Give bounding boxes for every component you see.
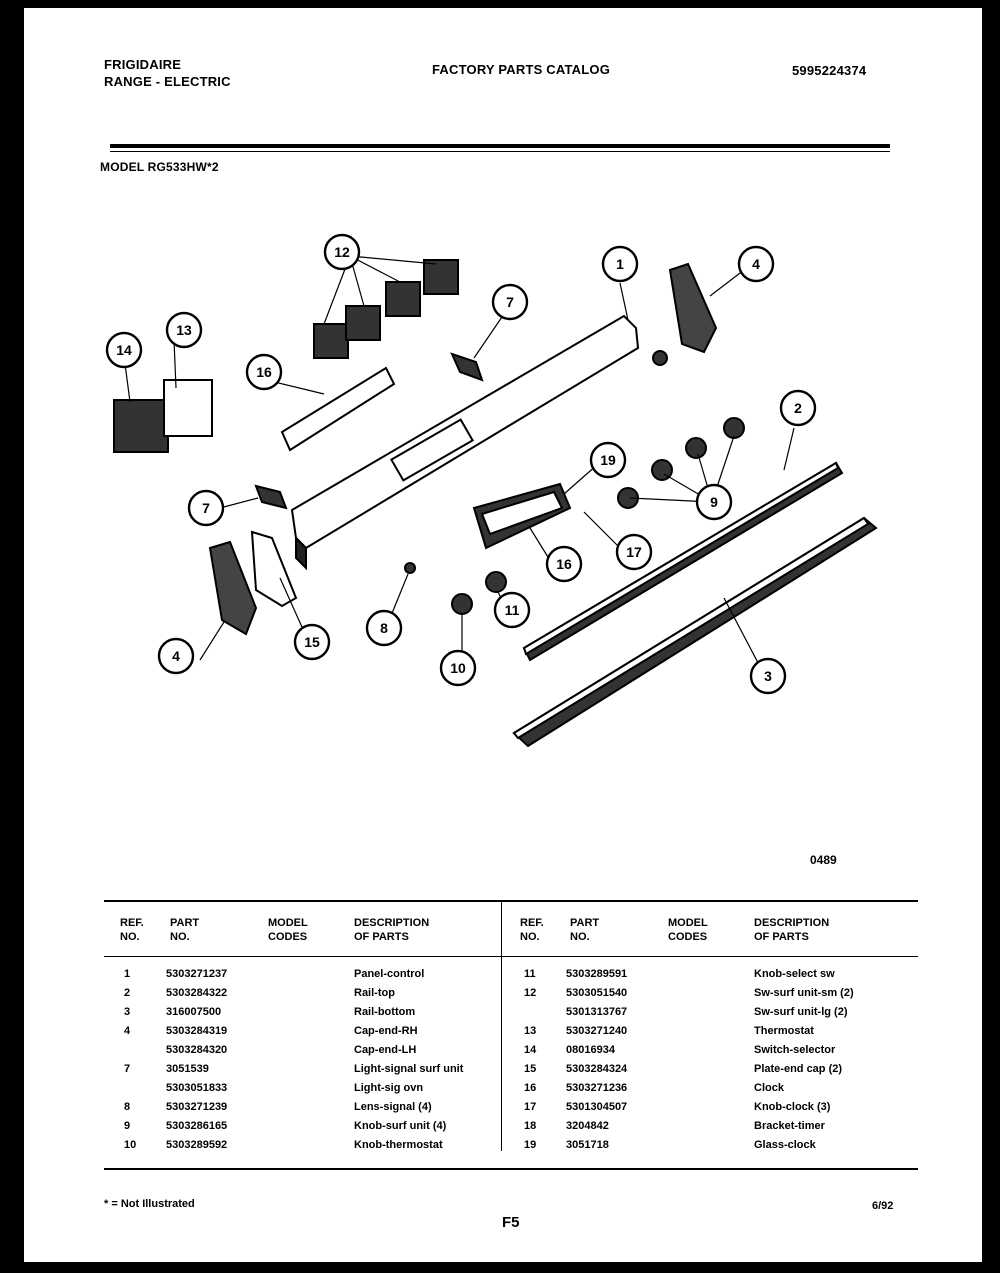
table-top-rule — [104, 900, 918, 902]
svg-text:7: 7 — [202, 500, 210, 516]
ref-no-cell: 12 — [524, 987, 537, 999]
description-cell: Clock — [754, 1082, 784, 1094]
ref-no-cell: 13 — [524, 1025, 537, 1037]
description-cell: Knob-thermostat — [354, 1139, 443, 1151]
ref-no-cell: 8 — [124, 1101, 131, 1113]
model-label: MODEL RG533HW*2 — [100, 160, 219, 174]
part-no-cell: 5303284320 — [166, 1044, 228, 1056]
page-code: F5 — [502, 1214, 520, 1231]
description-cell: Sw-surf unit-lg (2) — [754, 1006, 848, 1018]
svg-text:7: 7 — [506, 294, 514, 310]
description-cell: Knob-clock (3) — [754, 1101, 831, 1113]
table-bottom-rule — [104, 1168, 918, 1170]
ref-no-cell: 14 — [524, 1044, 537, 1056]
ref-no-cell: 16 — [524, 1082, 537, 1094]
callout-4-left — [159, 639, 193, 673]
ref-no-cell: 4 — [124, 1025, 131, 1037]
cap-end-rh-part — [670, 264, 716, 352]
part-no-cell: 5303271236 — [566, 1082, 628, 1094]
part-no-cell: 5303286165 — [166, 1120, 228, 1132]
publication-date: 6/92 — [872, 1200, 894, 1212]
callout-3 — [751, 659, 785, 693]
description-cell: Plate-end cap (2) — [754, 1063, 843, 1075]
svg-text:4: 4 — [752, 256, 760, 272]
callout-17 — [617, 535, 651, 569]
callout-10 — [441, 651, 475, 685]
description-cell: Light-signal surf unit — [354, 1063, 464, 1075]
ref-no-cell: 1 — [124, 968, 131, 980]
part-no-cell: 5303271239 — [166, 1101, 228, 1113]
svg-text:12: 12 — [334, 244, 350, 260]
part-no-cell: 3051539 — [166, 1063, 209, 1075]
catalog-sheet — [24, 8, 982, 1262]
part-no-cell: 5303289591 — [566, 968, 628, 980]
part-no-cell: 5301313767 — [566, 1006, 628, 1018]
part-no-cell: 5303284324 — [566, 1063, 628, 1075]
header-description-left: DESCRIPTION OF PARTS — [354, 917, 430, 943]
svg-text:13: 13 — [176, 322, 192, 338]
description-cell: Cap-end-RH — [354, 1025, 418, 1037]
svg-text:9: 9 — [710, 494, 718, 510]
table-header-rule — [104, 956, 918, 957]
svg-text:17: 17 — [626, 544, 642, 560]
svg-text:14: 14 — [116, 342, 132, 358]
part-no-cell: 5303289592 — [166, 1139, 228, 1151]
description-cell: Rail-top — [354, 987, 395, 999]
header-model-codes-left: MODEL CODES — [268, 917, 308, 943]
description-cell: Sw-surf unit-sm (2) — [754, 987, 854, 999]
callout-19 — [591, 443, 625, 477]
description-cell: Cap-end-LH — [354, 1044, 417, 1056]
part-no-cell: 5303271240 — [566, 1025, 628, 1037]
ref-no-cell: 7 — [124, 1063, 131, 1075]
header-part-no-left: PART NO. — [170, 917, 200, 943]
exploded-parts-diagram — [24, 8, 982, 828]
callout-9 — [697, 485, 731, 519]
brand-name: FRIGIDAIRE — [104, 57, 182, 72]
description-cell: Switch-selector — [754, 1044, 836, 1056]
callout-11 — [495, 593, 529, 627]
svg-text:19: 19 — [600, 452, 616, 468]
header-description-right: DESCRIPTION OF PARTS — [754, 917, 830, 943]
callout-1 — [603, 247, 637, 281]
part-no-cell: 08016934 — [566, 1044, 615, 1056]
callout-7-left — [189, 491, 223, 525]
callout-2 — [781, 391, 815, 425]
part-no-cell: 5303284319 — [166, 1025, 228, 1037]
svg-text:10: 10 — [450, 660, 466, 676]
part-no-cell: 5303051540 — [566, 987, 628, 999]
signal-light-part — [452, 354, 482, 380]
knob-select-part — [486, 572, 506, 592]
svg-text:2: 2 — [794, 400, 802, 416]
svg-text:16: 16 — [256, 364, 272, 380]
description-cell: Panel-control — [354, 968, 425, 980]
table-column-divider — [501, 901, 502, 1151]
part-no-cell: 5301304507 — [566, 1101, 628, 1113]
callout-16 — [547, 547, 581, 581]
part-no-cell: 316007500 — [166, 1006, 222, 1018]
description-cell: Glass-clock — [754, 1139, 816, 1151]
ref-no-cell: 19 — [524, 1139, 537, 1151]
callout-15 — [295, 625, 329, 659]
callout-7-top — [493, 285, 527, 319]
ref-no-cell: 18 — [524, 1120, 537, 1132]
svg-text:4: 4 — [172, 648, 180, 664]
part-no-cell: 3051718 — [566, 1139, 609, 1151]
ref-no-cell: 3 — [124, 1006, 131, 1018]
description-cell: Thermostat — [754, 1025, 814, 1037]
thermostat-part — [114, 400, 168, 452]
svg-text:15: 15 — [304, 634, 320, 650]
catalog-title: FACTORY PARTS CATALOG — [432, 62, 611, 77]
description-cell: Knob-surf unit (4) — [354, 1120, 447, 1132]
header-ref-no-left: REF. NO. — [120, 917, 144, 943]
bracket-timer-part — [282, 368, 394, 450]
ref-no-cell: 10 — [124, 1139, 137, 1151]
header-ref-no-right: REF. NO. — [520, 917, 544, 943]
svg-text:1: 1 — [616, 256, 624, 272]
svg-text:3: 3 — [764, 668, 772, 684]
ref-no-cell: 15 — [524, 1063, 537, 1075]
header-part-no-right: PART NO. — [570, 917, 600, 943]
description-cell: Bracket-timer — [754, 1120, 825, 1132]
ref-no-cell: 17 — [524, 1101, 537, 1113]
ref-no-cell: 9 — [124, 1120, 131, 1132]
description-cell: Rail-bottom — [354, 1006, 416, 1018]
plate-end-cap-part — [252, 532, 296, 606]
callout-18 — [247, 355, 281, 389]
svg-text:11: 11 — [504, 602, 520, 618]
part-no-cell: 5303271237 — [166, 968, 228, 980]
part-no-cell: 3204842 — [566, 1120, 609, 1132]
part-no-cell: 5303051833 — [166, 1082, 228, 1094]
figure-code: 0489 — [810, 853, 837, 867]
ref-no-cell: 11 — [524, 968, 536, 980]
callout-8 — [367, 611, 401, 645]
cap-end-lh-part — [210, 542, 256, 634]
svg-text:8: 8 — [380, 620, 388, 636]
ref-no-cell: 2 — [124, 987, 131, 999]
callout-12 — [325, 235, 359, 269]
product-line: RANGE - ELECTRIC — [104, 74, 231, 89]
knob-thermostat-part — [452, 594, 472, 614]
callout-4-right — [739, 247, 773, 281]
description-cell: Light-sig ovn — [354, 1082, 424, 1094]
callout-14 — [107, 333, 141, 367]
switch-surface-part — [314, 324, 348, 358]
part-no-cell: 5303284322 — [166, 987, 228, 999]
catalog-number: 5995224374 — [792, 63, 867, 78]
callout-13 — [167, 313, 201, 347]
header-model-codes-right: MODEL CODES — [668, 917, 708, 943]
not-illustrated-note: * = Not Illustrated — [104, 1198, 195, 1210]
description-cell: Lens-signal (4) — [354, 1101, 432, 1113]
description-cell: Knob-select sw — [754, 968, 835, 980]
svg-text:16: 16 — [556, 556, 572, 572]
